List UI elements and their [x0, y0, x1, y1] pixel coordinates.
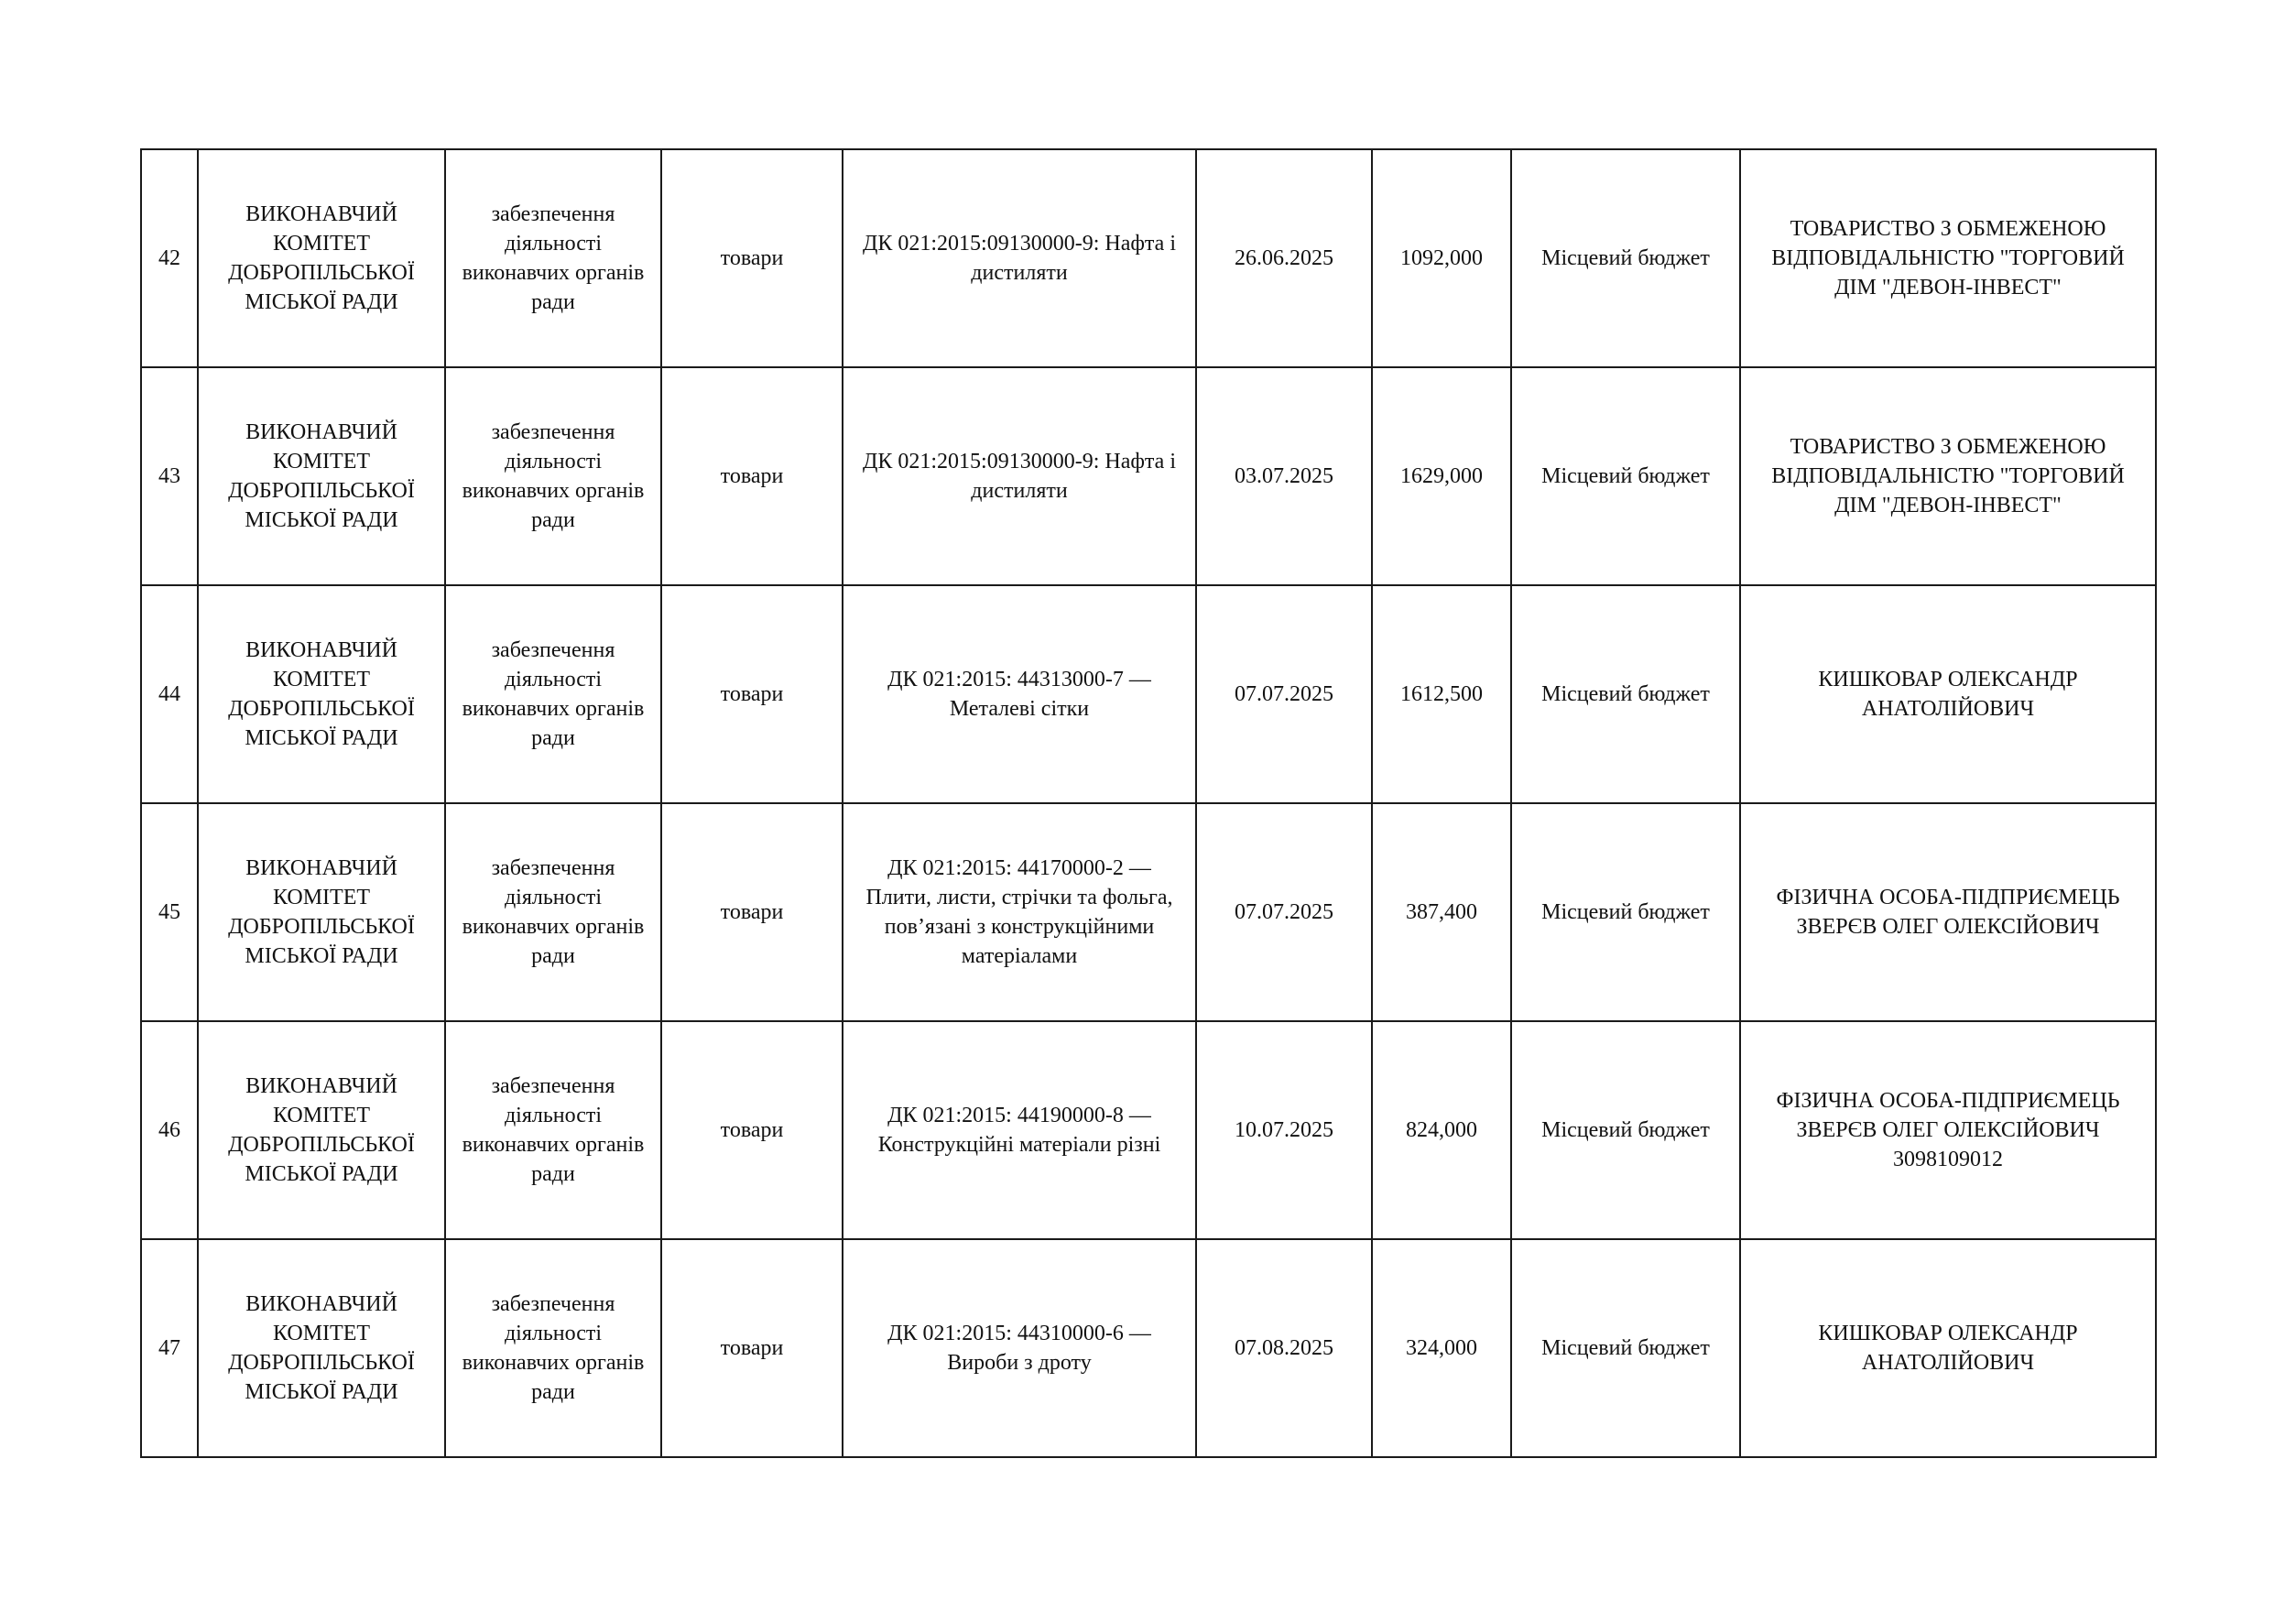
organization-cell: ВИКОНАВЧИЙ КОМІТЕТ ДОБРОПІЛЬСЬКОЇ МІСЬКОЇ РАДИ	[198, 367, 445, 585]
amount-cell: 824,000	[1372, 1021, 1511, 1239]
funding-source-cell: Місцевий бюджет	[1511, 149, 1740, 367]
type-cell: товари	[661, 1239, 843, 1457]
funding-source-cell: Місцевий бюджет	[1511, 585, 1740, 803]
purpose-cell: забезпечення діяльності виконавчих органів ради	[445, 149, 661, 367]
organization-cell: ВИКОНАВЧИЙ КОМІТЕТ ДОБРОПІЛЬСЬКОЇ МІСЬКОЇ РАДИ	[198, 1239, 445, 1457]
row-number: 43	[141, 367, 198, 585]
supplier-cell: ФІЗИЧНА ОСОБА-ПІДПРИЄМЕЦЬ ЗВЕРЄВ ОЛЕГ ОЛЕКСІЙОВИЧ	[1740, 803, 2156, 1021]
row-number: 47	[141, 1239, 198, 1457]
purpose-cell: забезпечення діяльності виконавчих органів ради	[445, 367, 661, 585]
supplier-cell: КИШКОВАР ОЛЕКСАНДР АНАТОЛІЙОВИЧ	[1740, 1239, 2156, 1457]
row-number: 44	[141, 585, 198, 803]
supplier-cell: ТОВАРИСТВО З ОБМЕЖЕНОЮ ВІДПОВІДАЛЬНІСТЮ "ТОРГОВИЙ ДІМ "ДЕВОН-ІНВЕСТ"	[1740, 367, 2156, 585]
date-cell: 10.07.2025	[1196, 1021, 1372, 1239]
purpose-cell: забезпечення діяльності виконавчих органів ради	[445, 803, 661, 1021]
purpose-cell: забезпечення діяльності виконавчих органів ради	[445, 1021, 661, 1239]
type-cell: товари	[661, 149, 843, 367]
date-cell: 07.07.2025	[1196, 803, 1372, 1021]
row-number: 46	[141, 1021, 198, 1239]
table-row	[141, 1239, 2156, 1457]
supplier-cell: ТОВАРИСТВО З ОБМЕЖЕНОЮ ВІДПОВІДАЛЬНІСТЮ "ТОРГОВИЙ ДІМ "ДЕВОН-ІНВЕСТ"	[1740, 149, 2156, 367]
table-row	[141, 585, 2156, 803]
procurement-table	[140, 148, 2157, 1458]
table-row	[141, 1021, 2156, 1239]
organization-cell: ВИКОНАВЧИЙ КОМІТЕТ ДОБРОПІЛЬСЬКОЇ МІСЬКОЇ РАДИ	[198, 803, 445, 1021]
amount-cell: 324,000	[1372, 1239, 1511, 1457]
code-cell: ДК 021:2015:09130000-9: Нафта і дистиляти	[843, 367, 1196, 585]
row-number: 42	[141, 149, 198, 367]
code-cell: ДК 021:2015: 44310000-6 — Вироби з дроту	[843, 1239, 1196, 1457]
type-cell: товари	[661, 803, 843, 1021]
amount-cell: 387,400	[1372, 803, 1511, 1021]
supplier-cell: ФІЗИЧНА ОСОБА-ПІДПРИЄМЕЦЬ ЗВЕРЄВ ОЛЕГ ОЛЕКСІЙОВИЧ 3098109012	[1740, 1021, 2156, 1239]
purpose-cell: забезпечення діяльності виконавчих органів ради	[445, 1239, 661, 1457]
amount-cell: 1629,000	[1372, 367, 1511, 585]
type-cell: товари	[661, 1021, 843, 1239]
funding-source-cell: Місцевий бюджет	[1511, 1239, 1740, 1457]
date-cell: 07.07.2025	[1196, 585, 1372, 803]
funding-source-cell: Місцевий бюджет	[1511, 1021, 1740, 1239]
supplier-cell: КИШКОВАР ОЛЕКСАНДР АНАТОЛІЙОВИЧ	[1740, 585, 2156, 803]
date-cell: 03.07.2025	[1196, 367, 1372, 585]
table-row	[141, 367, 2156, 585]
code-cell: ДК 021:2015: 44190000-8 — Конструкційні матеріали різні	[843, 1021, 1196, 1239]
date-cell: 07.08.2025	[1196, 1239, 1372, 1457]
code-cell: ДК 021:2015: 44313000-7 — Металеві сітки	[843, 585, 1196, 803]
organization-cell: ВИКОНАВЧИЙ КОМІТЕТ ДОБРОПІЛЬСЬКОЇ МІСЬКОЇ РАДИ	[198, 1021, 445, 1239]
type-cell: товари	[661, 367, 843, 585]
organization-cell: ВИКОНАВЧИЙ КОМІТЕТ ДОБРОПІЛЬСЬКОЇ МІСЬКОЇ РАДИ	[198, 149, 445, 367]
table-row	[141, 803, 2156, 1021]
table-row	[141, 149, 2156, 367]
funding-source-cell: Місцевий бюджет	[1511, 803, 1740, 1021]
code-cell: ДК 021:2015: 44170000-2 — Плити, листи, стрічки та фольга, пов’язані з конструкційними матеріалами	[843, 803, 1196, 1021]
amount-cell: 1612,500	[1372, 585, 1511, 803]
date-cell: 26.06.2025	[1196, 149, 1372, 367]
purpose-cell: забезпечення діяльності виконавчих органів ради	[445, 585, 661, 803]
row-number: 45	[141, 803, 198, 1021]
amount-cell: 1092,000	[1372, 149, 1511, 367]
type-cell: товари	[661, 585, 843, 803]
code-cell: ДК 021:2015:09130000-9: Нафта і дистиляти	[843, 149, 1196, 367]
organization-cell: ВИКОНАВЧИЙ КОМІТЕТ ДОБРОПІЛЬСЬКОЇ МІСЬКОЇ РАДИ	[198, 585, 445, 803]
funding-source-cell: Місцевий бюджет	[1511, 367, 1740, 585]
